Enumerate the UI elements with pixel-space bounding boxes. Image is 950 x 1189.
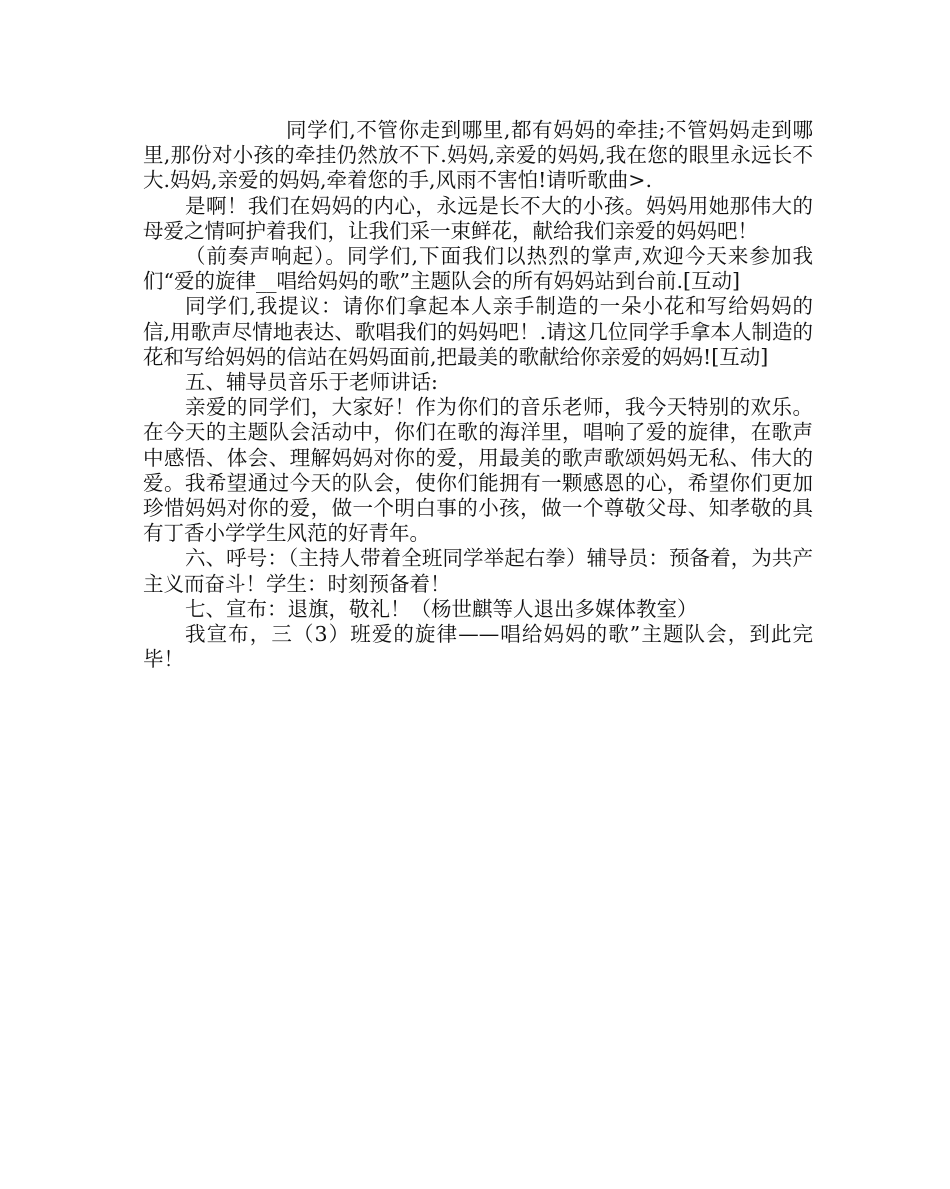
- paragraph-closing: 我宣布，三（3）班爱的旋律——唱给妈妈的歌”主题队会，到此完毕！: [143, 622, 813, 672]
- section-slogan: 六、呼号：（主持人带着全班同学举起右拳）辅导员：预备着，为共产主义而奋斗！学生：时刻预备着！: [143, 546, 813, 596]
- paragraph-flowers: 是啊！我们在妈妈的内心，永远是长不大的小孩。妈妈用她那伟大的母爱之情呵护着我们，让我们采一束鲜花，献给我们亲爱的妈妈吧！: [143, 193, 813, 243]
- paragraph-proposal: 同学们,我提议：请你们拿起本人亲手制造的一朵小花和写给妈妈的信,用歌声尽情地表达、歌唱我们的妈妈吧！.请这几位同学手拿本人制造的花和写给妈妈的信站在妈妈面前,把最美的歌献给你亲爱的妈妈![互动]: [143, 294, 813, 369]
- paragraph-prelude: （前奏声响起）。同学们,下面我们以热烈的掌声,欢迎今天来参加我们“爱的旋律__唱给妈妈的歌”主题队会的所有妈妈站到台前.[互动]: [143, 244, 813, 294]
- document-body: [143, 118, 813, 672]
- section-announce: 七、宣布：退旗，敬礼！（杨世麒等人退出多媒体教室）: [185, 596, 698, 621]
- section-heading-teacher-speech: 五、辅导员音乐于老师讲话:: [185, 370, 438, 395]
- paragraph-mother-care: 同学们,不管你走到哪里,都有妈妈的牵挂;不管妈妈走到哪里,那份对小孩的牵挂仍然放不下.妈妈,亲爱的妈妈,我在您的眼里永远长不大.妈妈,亲爱的妈妈,牵着您的手,风雨不害怕!请听歌曲>.: [143, 118, 813, 193]
- paragraph-teacher-speech: 亲爱的同学们，大家好！作为你们的音乐老师，我今天特别的欢乐。在今天的主题队会活动中，你们在歌的海洋里，唱响了爱的旋律，在歌声中感悟、体会、理解妈妈对你的爱，用最美的歌声歌颂妈妈无私、伟大的爱。我希望通过今天的队会，使你们能拥有一颗感恩的心，希望你们更加珍惜妈妈对你的爱，做一个明白事的小孩，做一个尊敬父母、知孝敬的具有丁香小学学生风范的好青年。: [143, 395, 813, 546]
